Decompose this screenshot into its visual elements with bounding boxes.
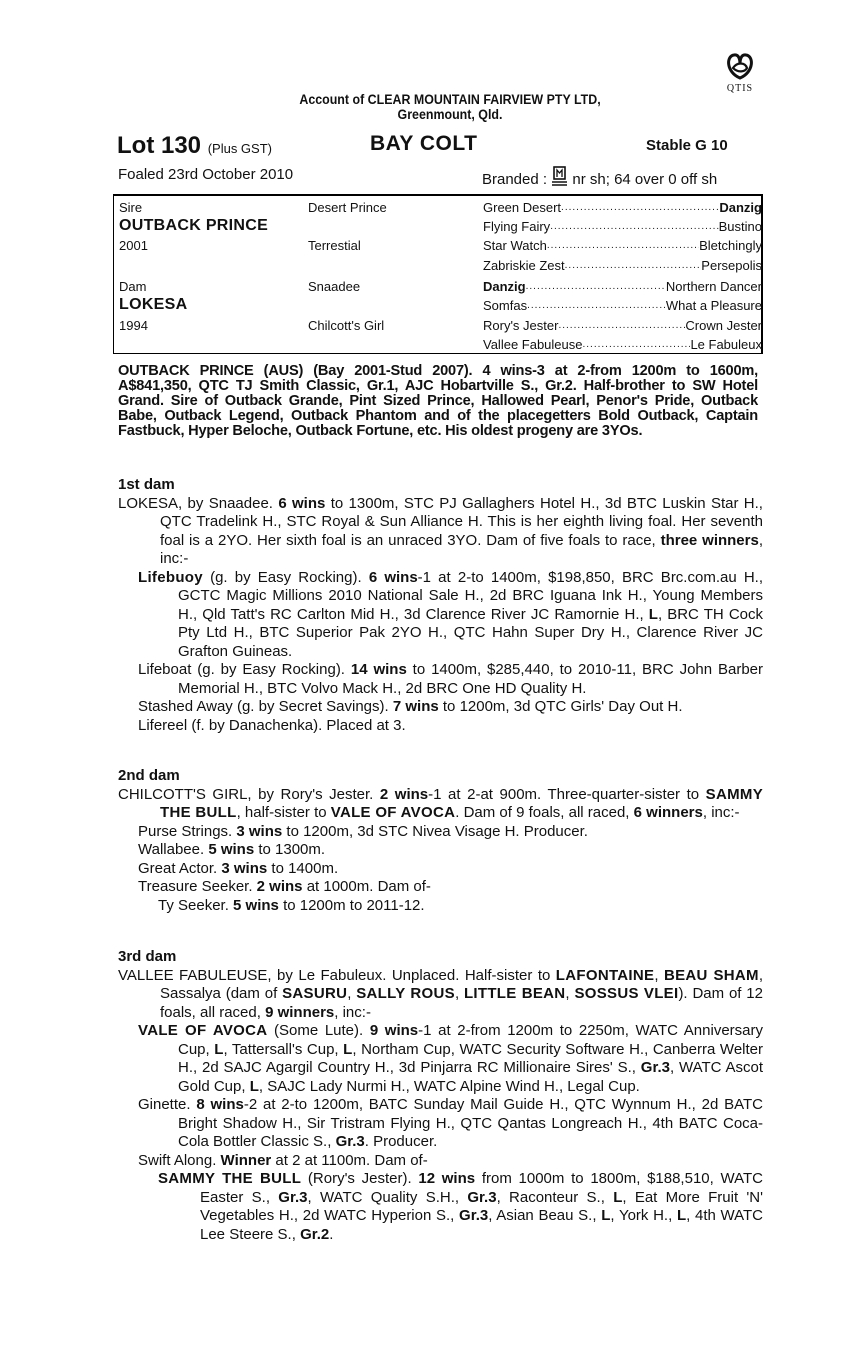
- text-run: (Some Lute).: [267, 1022, 370, 1039]
- black-type-horse: LITTLE BEAN: [463, 985, 566, 1002]
- text-run: , inc:-: [702, 804, 740, 821]
- qtis-emblem-icon: [720, 50, 760, 82]
- text-run: Swift Along.: [138, 1151, 221, 1169]
- grand-progeny-entry: [118, 897, 763, 916]
- horse-description: BAY COLT: [370, 132, 478, 155]
- qtis-logo: [716, 50, 764, 94]
- text-run: to 1200m, 3d STC Nivea Visage H. Producer.: [282, 822, 588, 840]
- bold-highlight: L: [648, 605, 658, 623]
- text-run: . Producer.: [364, 1133, 438, 1150]
- text-run: to 1200m to 2011-12.: [278, 896, 425, 914]
- logo-text: QTIS: [726, 83, 754, 94]
- text-run: ). Dam of 12 foals, all raced,: [160, 985, 763, 1021]
- progeny-entry: [118, 1152, 763, 1171]
- gen3-sire: Crown Jester: [685, 318, 762, 333]
- bold-highlight: Gr.3: [278, 1188, 308, 1206]
- text-run: at 2 at 1100m. Dam of-: [271, 1151, 428, 1169]
- text-run: -1 at 2-at 900m. Three-quarter-sister to: [428, 785, 706, 803]
- bold-highlight: L: [249, 1077, 259, 1095]
- gen3-sire: What a Pleasure: [665, 298, 762, 313]
- leader-dots: [527, 297, 666, 314]
- gen3-row: [483, 218, 762, 235]
- text-run: (Rory's Jester).: [301, 1170, 419, 1187]
- bold-highlight: Gr.2: [300, 1225, 330, 1243]
- leader-dots: [561, 199, 719, 216]
- branded-prefix: Branded :: [482, 171, 548, 188]
- black-type-horse: SASURU: [282, 985, 348, 1002]
- black-type-horse: VALE OF AVOCA: [330, 804, 456, 821]
- bold-highlight: 5 wins: [208, 841, 255, 858]
- gen3-ancestor: Flying Fairy: [483, 219, 551, 234]
- leader-dots: [547, 237, 699, 254]
- text-run: , inc:-: [334, 1003, 371, 1021]
- leader-dots: [550, 218, 718, 235]
- account-of: [220, 92, 680, 122]
- second-dam-section: [118, 767, 763, 915]
- black-type-horse: SOSSUS VLEI: [574, 985, 679, 1002]
- gen3-ancestor: Rory's Jester: [483, 318, 559, 333]
- bold-highlight: 7 wins: [392, 698, 439, 715]
- sire-year: 2001: [119, 238, 148, 253]
- text-run: -2 at 2-to 1200m, BATC Sunday Mail Guide H., QTC Wynnum H., 2d BATC Bright Shadow H., Sir Tristram Flying H., QTC Qantas Longreach H., 4th BATC Coca-Cola Bottler Classic S.,: [178, 1096, 763, 1150]
- bold-highlight: Gr.3: [335, 1133, 365, 1150]
- gen3-sire: Bletchingly: [699, 238, 762, 253]
- text-run: Treasure Seeker.: [138, 878, 257, 895]
- gen3-sire: Le Fabuleux: [690, 337, 762, 352]
- stable-number: Stable G 10: [646, 137, 728, 154]
- sire-dam: Terrestial: [308, 238, 361, 253]
- first-dam-heading: 1st dam: [118, 476, 175, 493]
- bold-highlight: 6 winners: [633, 804, 703, 821]
- grand-progeny-entry: [118, 1170, 763, 1244]
- text-run: ,: [454, 985, 464, 1002]
- dam-sire: Snaadee: [308, 279, 361, 294]
- text-run: CHILCOTT'S GIRL, by Rory's Jester.: [118, 785, 380, 803]
- gen3-sire: Danzig: [719, 200, 762, 215]
- text-run: to 1400m.: [267, 859, 339, 877]
- bold-highlight: 3 wins: [221, 859, 268, 877]
- gen3-ancestor: Zabriskie Zest: [483, 258, 565, 273]
- third-dam-text: [118, 967, 763, 1023]
- sire-name: OUTBACK PRINCE: [119, 217, 269, 234]
- gen3-row: [483, 317, 762, 334]
- third-dam-section: [118, 948, 763, 1244]
- text-run: , SAJC Lady Nurmi H., WATC Alpine Wind H., Legal Cup.: [258, 1077, 640, 1095]
- progeny-entry: [118, 860, 763, 879]
- text-run: , Tattersall's Cup,: [223, 1040, 344, 1058]
- sire-label: Sire: [119, 200, 143, 215]
- text-run: VALLEE FABULEUSE, by Le Fabuleux. Unplaced. Half-sister to: [118, 966, 556, 984]
- text-run: , WATC Ascot Gold Cup,: [178, 1059, 763, 1095]
- second-dam-heading: 2nd dam: [118, 767, 180, 784]
- black-type-horse: BEAU SHAM: [663, 966, 759, 984]
- dam-name: LOKESA: [119, 296, 188, 313]
- third-dam-heading: 3rd dam: [118, 948, 177, 965]
- text-run: to 1300m, STC PJ Gallaghers Hotel H., 3d BTC Luskin Star H., QTC Tradelink H., STC Royal & Sun Alliance H. This is her eighth living foal. Her seventh foal is a 2YO. Her sixth foal is an unraced 3YO. Dam of five foals to race,: [160, 494, 763, 549]
- black-type-horse: Lifebuoy: [138, 568, 203, 586]
- text-run: , inc:-: [160, 531, 764, 567]
- first-dam-text: [118, 495, 763, 569]
- dam-label: Dam: [119, 279, 147, 294]
- progeny-entry: [118, 717, 763, 736]
- gen3-row: [483, 257, 762, 274]
- text-run: LOKESA, by Snaadee.: [118, 494, 279, 512]
- bold-highlight: 8 wins: [196, 1096, 244, 1113]
- bold-highlight: L: [214, 1040, 224, 1058]
- text-run: -1 at 2-from 1200m to 2250m, WATC Anniversary Cup,: [178, 1022, 763, 1058]
- bold-highlight: 3 wins: [236, 822, 283, 840]
- text-run: , WATC Quality S.H.,: [307, 1188, 468, 1206]
- gen3-row: [483, 199, 762, 216]
- gen3-row: [483, 278, 762, 295]
- bold-highlight: 2 wins: [256, 878, 303, 895]
- progeny-entry: [118, 841, 763, 860]
- sire-sire: Desert Prince: [308, 200, 387, 215]
- gen3-sire: Persepolis: [701, 258, 762, 273]
- text-run: Lifereel (f. by Danachenka). Placed at 3.: [138, 716, 406, 734]
- bold-highlight: 6 wins: [368, 568, 418, 586]
- bold-highlight: Gr.3: [640, 1059, 670, 1076]
- gen3-ancestor: Green Desert: [483, 200, 562, 215]
- gen3-sire: Northern Dancer: [665, 279, 762, 294]
- text-run: at 1000m. Dam of-: [302, 878, 431, 895]
- text-run: (g. by Easy Rocking).: [202, 568, 369, 586]
- gen3-row: [483, 297, 762, 314]
- text-run: Purse Strings.: [138, 822, 237, 840]
- bold-highlight: 14 wins: [350, 661, 407, 678]
- text-run: ,: [654, 966, 664, 984]
- branded-info: [482, 166, 717, 188]
- text-run: , BRC TH Cock Pty Ltd H., BTC Superior Pak 2YO H., QTC Hahn Super Dry H., Clarence River JC Grafton Guineas.: [178, 605, 763, 660]
- first-dam-section: [118, 476, 763, 735]
- leader-dots: [558, 317, 685, 334]
- bold-highlight: 9 wins: [369, 1022, 419, 1039]
- account-line-1: Account of CLEAR MOUNTAIN FAIRVIEW PTY LTD,: [299, 92, 601, 107]
- text-run: , 4th WATC Lee Steere S.,: [200, 1207, 763, 1243]
- text-run: .: [329, 1225, 334, 1243]
- text-run: , Raconteur S.,: [496, 1188, 614, 1206]
- progeny-entry: [118, 698, 763, 717]
- black-type-horse: SAMMY THE BULL: [158, 1170, 302, 1187]
- bold-highlight: L: [676, 1207, 687, 1224]
- account-line-2: Greenmount, Qld.: [397, 107, 503, 122]
- leader-dots: [583, 336, 691, 353]
- text-run: , Sassalya (dam of: [160, 966, 763, 1002]
- progeny-entry: [118, 878, 763, 897]
- gen3-ancestor: Vallee Fabuleuse: [483, 337, 583, 352]
- text-run: , half-sister to: [236, 804, 331, 821]
- brand-mark-icon: [551, 166, 568, 186]
- gen3-ancestor: Somfas: [483, 298, 528, 313]
- black-type-horse: LAFONTAINE: [555, 966, 655, 984]
- bold-highlight: Winner: [220, 1151, 272, 1169]
- text-run: , Eat More Fruit 'N' Vegetables H., 2d WATC Hyperion S.,: [200, 1188, 763, 1224]
- text-run: . Dam of 9 foals, all raced,: [455, 804, 634, 821]
- bold-highlight: 9 winners: [265, 1003, 335, 1021]
- text-run: from 1000m to 1800m, $188,510, WATC Easter S.,: [200, 1170, 763, 1206]
- leader-dots: [526, 278, 666, 295]
- branded-suffix: nr sh; 64 over 0 off sh: [572, 171, 718, 188]
- text-run: Ginette.: [138, 1096, 197, 1113]
- pedigree-table: [113, 194, 763, 354]
- bold-highlight: 6 wins: [278, 494, 326, 512]
- sire-summary: OUTBACK PRINCE (AUS) (Bay 2001-Stud 2007). 4 wins-3 at 2-from 1200m to 1600m, A$841,350, QTC TJ Smith Classic, Gr.1, AJC Hobartville S., Gr.2. Half-brother to SW Hotel Grand. Sire of Outback Grande, Pint Sized Prince, Hallowed Pearl, Penor's Pride, Outback Babe, Outback Legend, Outback Phantom and of the placegetters Bold Outback, Captain Fastbuck, Hyper Beloche, Outback Fortune, etc. His oldest progeny are 3YOs.: [118, 363, 758, 439]
- gen3-row: [483, 237, 762, 254]
- dam-dam: Chilcott's Girl: [308, 318, 385, 333]
- gen3-ancestor: Danzig: [483, 279, 526, 294]
- text-run: Great Actor.: [138, 859, 222, 877]
- bold-highlight: 12 wins: [418, 1170, 476, 1187]
- progeny-entry: [118, 1022, 763, 1096]
- text-run: Ty Seeker.: [158, 896, 234, 914]
- bold-highlight: L: [613, 1188, 623, 1206]
- text-run: , Northam Cup, WATC Security Software H., Canberra Welter H., 2d SAJC Agargil Country H., 3d Pinjarra RC Millionaire Sires' S.,: [178, 1040, 763, 1076]
- text-run: , Asian Beau S.,: [488, 1207, 602, 1224]
- bold-highlight: 2 wins: [379, 785, 429, 803]
- text-run: Wallabee.: [138, 841, 209, 858]
- dam-year: 1994: [119, 318, 148, 333]
- gen3-sire: Bustino: [718, 219, 762, 234]
- text-run: ,: [347, 985, 357, 1002]
- progeny-entry: [118, 661, 763, 698]
- bold-highlight: L: [601, 1207, 611, 1224]
- text-run: to 1400m, $285,440, to 2010-11, BRC John Barber Memorial H., BTC Volvo Mack H., 2d BRC One HD Quality H.: [178, 661, 763, 697]
- text-run: to 1200m, 3d QTC Girls' Day Out H.: [438, 698, 683, 715]
- bold-highlight: L: [343, 1040, 353, 1058]
- text-run: Lifeboat (g. by Easy Rocking).: [138, 661, 351, 678]
- progeny-entry: [118, 1096, 763, 1152]
- gen3-row: [483, 336, 762, 353]
- progeny-entry: [118, 823, 763, 842]
- lot-number: [117, 132, 272, 160]
- black-type-horse: SALLY ROUS: [356, 985, 455, 1002]
- text-run: -1 at 2-to 1400m, $198,850, BRC Brc.com.au H., GCTC Magic Millions 2010 National Sale H., 2d BRC Iguana Ink H., Young Members H., Qld Tatt's RC Carlton Mid H., 3d Clarence River JC Ramornie H.,: [178, 568, 764, 623]
- black-type-horse: VALE OF AVOCA: [138, 1022, 268, 1039]
- gen3-ancestor: Star Watch: [483, 238, 547, 253]
- text-run: ,: [565, 985, 575, 1002]
- bold-highlight: Gr.3: [467, 1188, 497, 1206]
- text-run: Stashed Away (g. by Secret Savings).: [138, 698, 393, 715]
- leader-dots: [565, 257, 702, 274]
- bold-highlight: 5 wins: [233, 896, 279, 914]
- second-dam-text: [118, 786, 763, 823]
- progeny-entry: [118, 569, 763, 662]
- bold-highlight: three winners: [660, 531, 759, 549]
- gst-note: (Plus GST): [207, 141, 272, 156]
- foaled-date: Foaled 23rd October 2010: [118, 166, 294, 183]
- text-run: to 1300m.: [254, 841, 326, 858]
- lot-label: Lot 130: [117, 132, 202, 159]
- black-type-horse: SAMMY THE BULL: [160, 785, 764, 821]
- bold-highlight: Gr.3: [459, 1207, 489, 1224]
- text-run: , York H.,: [610, 1207, 677, 1224]
